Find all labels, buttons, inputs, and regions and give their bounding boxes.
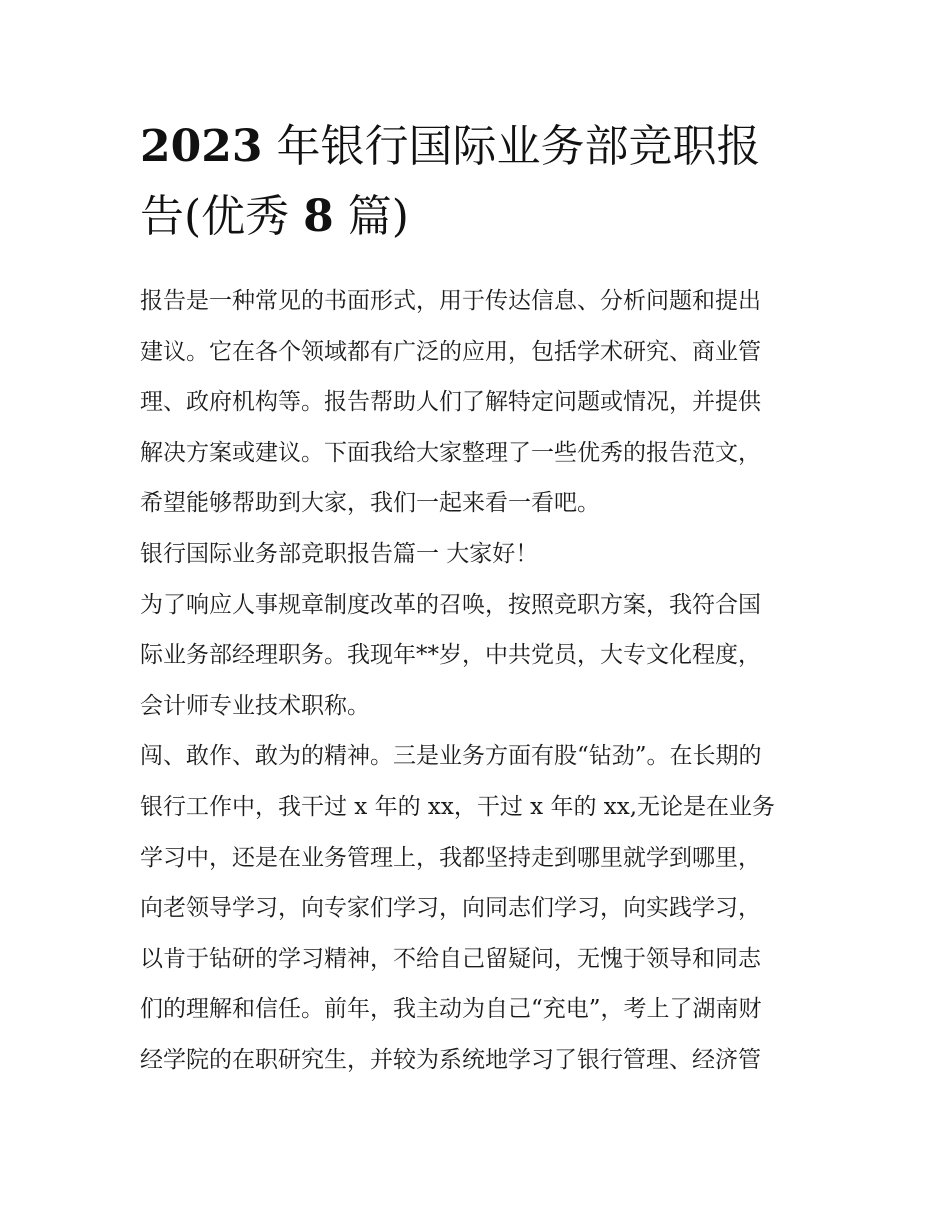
title-number: 2023: [140, 121, 263, 172]
document-body: [140, 276, 820, 1086]
body-line: 会计师专业技术职称。: [140, 692, 370, 719]
body-line: 们的理解和信任。前年，我主动为自己“充电”，考上了湖南财: [140, 996, 762, 1023]
title-line-1: 2023 年银行国际业务部竞职报: [140, 121, 761, 172]
body-line: 解决方案或建议。下面我给大家整理了一些优秀的报告范文，: [140, 439, 761, 466]
title-line-2: 告(优秀 8 篇): [140, 191, 409, 242]
body-line: 闯、敢作、敢为的精神。三是业务方面有股“钻劲”。在长期的: [140, 743, 762, 770]
body-line: 学习中，还是在业务管理上，我都坚持走到哪里就学到哪里，: [140, 844, 761, 871]
body-line: 希望能够帮助到大家，我们一起来看一看吧。: [140, 490, 600, 517]
body-line: 银行国际业务部竞职报告篇一 大家好！: [140, 540, 539, 567]
body-line: 际业务部经理职务。我现年**岁，中共党员，大专文化程度，: [140, 642, 761, 669]
body-line: 银行工作中，我干过 x 年的 xx，干过 x 年的 xx,无论是在业务: [140, 793, 776, 820]
body-line: 为了响应人事规章制度改革的召唤，按照竞职方案，我符合国: [140, 591, 761, 618]
body-line: 以肯于钻研的学习精神，不给自己留疑问，无愧于领导和同志: [140, 945, 761, 972]
body-line: 经学院的在职研究生，并较为系统地学习了银行管理、经济管: [140, 1046, 761, 1073]
body-line: 理、政府机构等。报告帮助人们了解特定问题或情况，并提供: [140, 389, 761, 416]
document-title: [140, 112, 820, 252]
body-line: 建议。它在各个领域都有广泛的应用，包括学术研究、商业管: [140, 338, 761, 365]
title-number: 8: [303, 191, 334, 242]
body-line: 向老领导学习，向专家们学习，向同志们学习，向实践学习，: [140, 895, 761, 922]
body-line: 报告是一种常见的书面形式，用于传达信息、分析问题和提出: [140, 288, 761, 314]
